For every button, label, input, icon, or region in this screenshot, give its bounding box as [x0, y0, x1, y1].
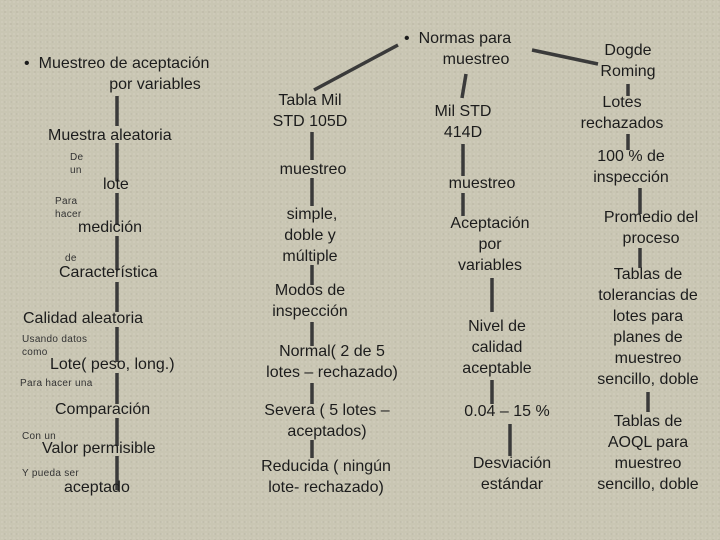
col2-node-muestreo: muestreo: [279, 161, 347, 178]
col2-title-line1: Tabla Mil: [278, 92, 342, 109]
col1-node-medicion: medición: [78, 219, 143, 236]
col1-node-lote: lote: [103, 176, 129, 193]
col4-node-lotes-l1: Lotes: [602, 94, 642, 111]
col1-node-valor: Valor permisible: [42, 440, 156, 457]
col2-node-severa-l2: aceptados): [287, 423, 367, 440]
col2-node-reducida-l1: Reducida ( ningún: [261, 458, 391, 475]
col1-title: [24, 55, 209, 73]
col1-conn-ypueda: Y pueda ser: [22, 468, 80, 479]
col3-node-aceptacion-l3: variables: [457, 257, 523, 274]
col2-node-simple-l2: doble y: [284, 227, 336, 244]
col2-node-normal-l1: Normal( 2 de 5: [279, 343, 385, 360]
col3-node-desviacion-l1: Desviación: [472, 455, 552, 472]
col2-title-line2: STD 105D: [272, 113, 348, 130]
connector-root-col3: [462, 74, 466, 98]
col2-node-normal-l2: lotes – rechazado): [266, 364, 398, 381]
col1-node-muestra: Muestra aleatoria: [48, 127, 172, 144]
col4-node-promedio-l2: proceso: [622, 230, 680, 247]
col2-node-modos-l2: inspección: [272, 303, 348, 320]
root-title-text: Normas para: [418, 30, 512, 47]
root-title-cont: muestreo: [442, 51, 510, 68]
col2-node-modos-l1: Modos de: [274, 282, 346, 299]
col2-node-simple-l3: múltiple: [282, 248, 338, 265]
col1-conn-parahacer: Para hacer una: [20, 378, 93, 389]
col4-node-tolerancias-l5: muestreo: [614, 350, 682, 367]
col4-node-lotes-l2: rechazados: [580, 115, 664, 132]
col2-node-severa-l1: Severa ( 5 lotes –: [264, 402, 390, 419]
col4-node-tolerancias-l4: planes de: [613, 329, 683, 346]
col3-node-range: 0.04 – 15 %: [464, 403, 550, 420]
col1-title-text: Muestreo de aceptación: [38, 55, 210, 72]
col4-node-tolerancias-l2: tolerancias de: [598, 287, 698, 304]
col3-node-nivel-l1: Nivel de: [468, 318, 526, 335]
col2-node-reducida-l2: lote- rechazado): [268, 479, 384, 496]
connector-root-col2: [314, 45, 398, 90]
col3-title-line1: Mil STD: [434, 103, 492, 120]
col1-conn-hacer: hacer: [55, 209, 82, 220]
col3-node-muestreo: muestreo: [448, 175, 516, 192]
col3-node-aceptacion-l2: por: [478, 236, 502, 253]
col4-node-tolerancias-l6: sencillo, doble: [597, 371, 699, 388]
col3-node-nivel-l3: aceptable: [462, 360, 532, 377]
col1-title-cont: por variables: [109, 76, 201, 93]
col1-node-caracteristica: Característica: [59, 264, 158, 281]
col1-conn-como: como: [22, 347, 48, 358]
col1-node-lote-peso: Lote( peso, long.): [50, 356, 175, 373]
col4-node-tolerancias-l1: Tablas de: [613, 266, 683, 283]
col4-node-aoql-l3: muestreo: [614, 455, 682, 472]
col1-conn-de: De: [70, 152, 84, 163]
col1-conn-para: Para: [55, 196, 78, 207]
col1-node-aceptado: aceptado: [64, 479, 130, 496]
col4-node-tolerancias-l3: lotes para: [612, 308, 684, 325]
col1-node-comparacion: Comparación: [55, 401, 151, 418]
col4-node-aoql-l4: sencillo, doble: [597, 476, 699, 493]
col1-node-calidad: Calidad aleatoria: [23, 310, 144, 327]
col3-title-line2: 414D: [443, 124, 483, 141]
col2-node-simple-l1: simple,: [286, 206, 338, 223]
col1-conn-de2: de: [65, 253, 77, 264]
col3-node-nivel-l2: calidad: [471, 339, 523, 356]
connector-root-col4: [532, 50, 598, 64]
col1-conn-un: un: [70, 165, 82, 176]
col4-title-line2: Roming: [600, 63, 656, 80]
root-title: [404, 30, 511, 48]
col4-node-inspeccion-l2: inspección: [593, 169, 669, 186]
col1-conn-usando: Usando datos: [22, 334, 88, 345]
col4-node-promedio-l1: Promedio del: [603, 209, 699, 226]
col3-node-aceptacion-l1: Aceptación: [450, 215, 530, 232]
col3-node-desviacion-l2: estándar: [480, 476, 544, 493]
col4-title-line1: Dogde: [604, 42, 652, 59]
col4-node-inspeccion-l1: 100 % de: [597, 148, 665, 165]
col4-node-aoql-l1: Tablas de: [613, 413, 683, 430]
col4-node-aoql-l2: AOQL para: [607, 434, 689, 451]
col1-conn-conun: Con un: [22, 431, 57, 442]
